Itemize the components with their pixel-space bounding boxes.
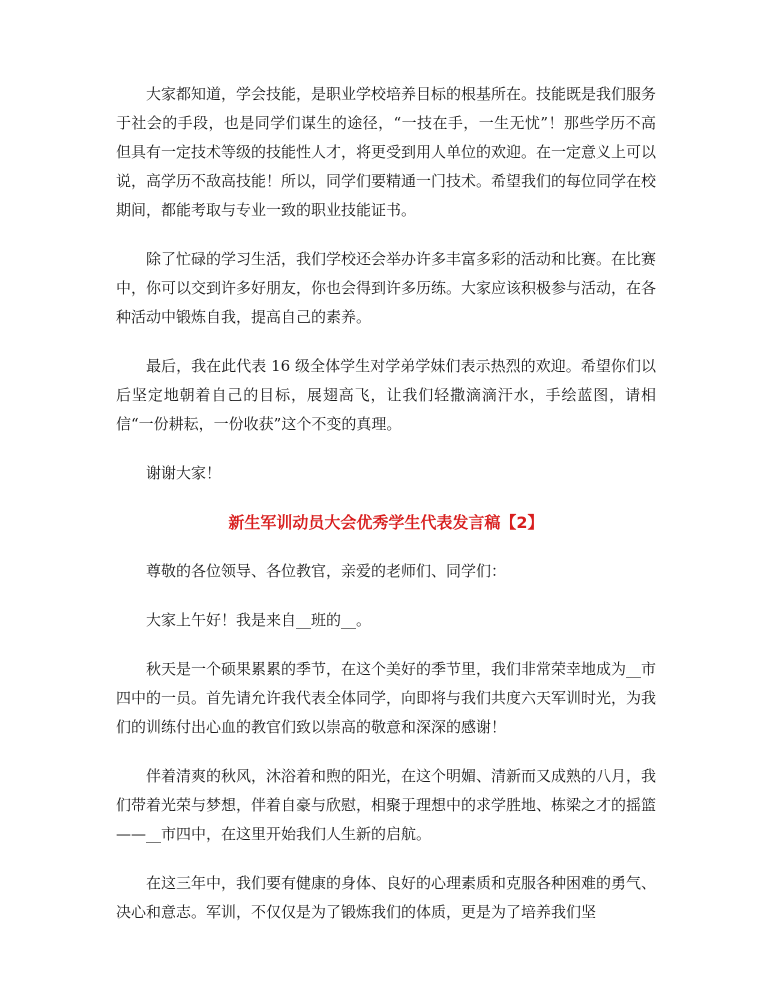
paragraph-closing: 最后，我在此代表 16 级全体学生对学弟学妹们表示热烈的欢迎。希望你们以后坚定地朝着自己的目标，展翅高飞，让我们轻撒滴滴汗水，手绘蓝图，请相信“一份耕耘，一份收获”这个不变的真理。	[116, 357, 656, 433]
paragraph-greeting: 大家上午好！我是来自__班的__。	[146, 611, 372, 629]
paragraph-august: 伴着清爽的秋风，沐浴着和煦的阳光，在这个明媚、清新而又成熟的八月，我们带着光荣与梦想，伴着自豪与欣慰，相聚于理想中的求学胜地、栋梁之才的摇篮——__市四中，在这里开始我们人生新的启航。	[116, 767, 657, 843]
paragraph-thanks: 谢谢大家！	[146, 464, 222, 482]
document-page	[116, 80, 656, 947]
paragraph-skills: 大家都知道，学会技能，是职业学校培养目标的根基所在。技能既是我们服务于社会的手段，也是同学们谋生的途径，“一技在手，一生无忧”！那些学历不高但具有一定技术等级的技能性人才，将更受到用人单位的欢迎。在一定意义上可以说，高学历不敌高技能！所以，同学们要精通一门技术。希望我们的每位同学在校期间，都能考取与专业一致的职业技能证书。	[116, 85, 657, 219]
section-heading: 新生军训动员大会优秀学生代表发言稿【2】	[228, 513, 544, 532]
paragraph-autumn: 秋天是一个硕果累累的季节，在这个美好的季节里，我们非常荣幸地成为__市四中的一员。首先请允许我代表全体同学，向即将与我们共度六天军训时光，为我们的训练付出心血的教官们致以崇高的敬意和深深的感谢！	[116, 660, 657, 736]
paragraph-salutation: 尊敬的各位领导、各位教官，亲爱的老师们、同学们：	[146, 562, 507, 580]
paragraph-activities: 除了忙碌的学习生活，我们学校还会举办许多丰富多彩的活动和比赛。在比赛中，你可以交到许多好朋友，你也会得到许多历练。大家应该积极参与活动，在各种活动中锻炼自我，提高自己的素养。	[116, 250, 657, 326]
paragraph-three-years: 在这三年中，我们要有健康的身体、良好的心理素质和克服各种困难的勇气、决心和意志。军训，不仅仅是为了锻炼我们的体质，更是为了培养我们坚	[116, 874, 657, 921]
